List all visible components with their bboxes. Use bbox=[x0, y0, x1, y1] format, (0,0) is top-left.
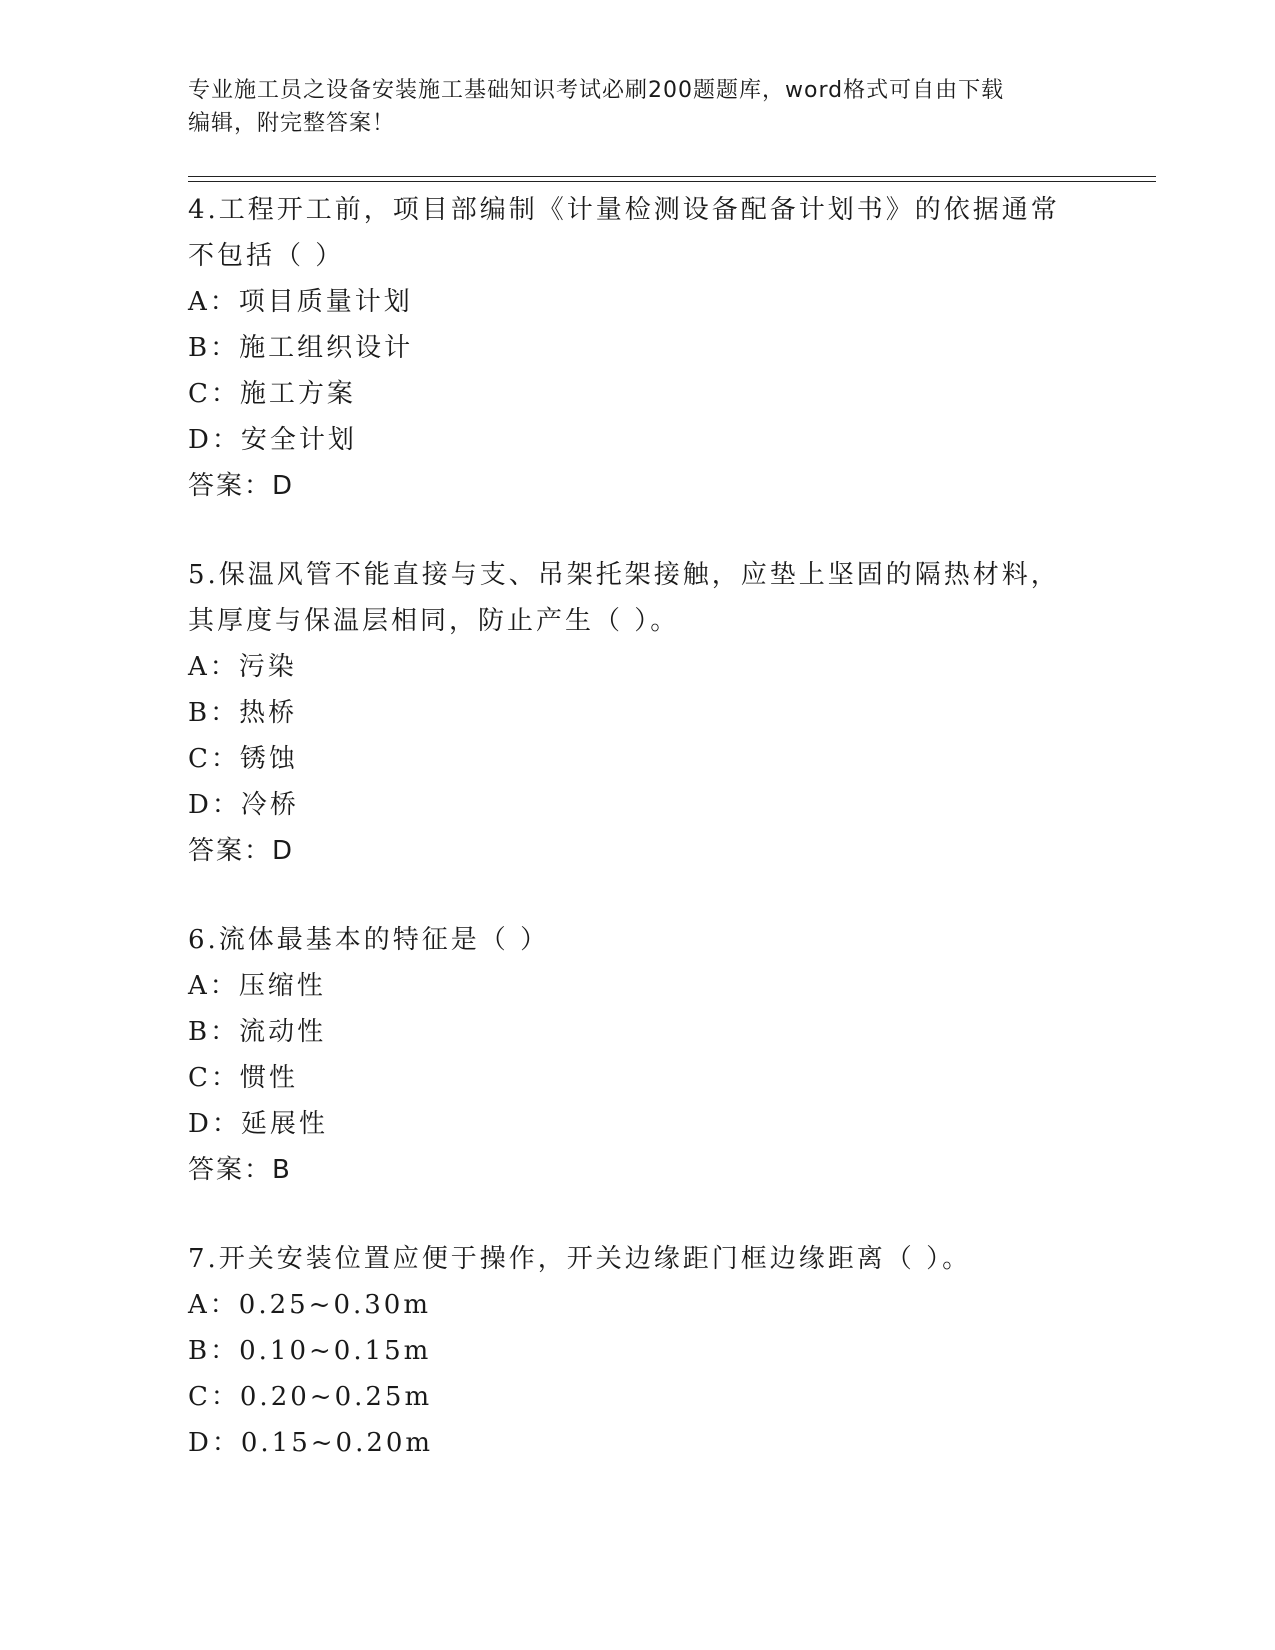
answer: 答案：B bbox=[188, 1155, 292, 1185]
option-c: C：0.20~0.25m bbox=[188, 1382, 433, 1412]
option-b: B：0.10~0.15m bbox=[188, 1336, 432, 1366]
option-c: C：锈蚀 bbox=[188, 744, 298, 774]
header-rule-bottom bbox=[188, 181, 1156, 182]
question-stem-line: 6.流体最基本的特征是（ ） bbox=[188, 925, 550, 955]
option-d: D：冷桥 bbox=[188, 790, 299, 820]
option-a: A：0.25~0.30m bbox=[188, 1290, 431, 1320]
option-b: B：热桥 bbox=[188, 698, 298, 728]
answer: 答案：D bbox=[188, 471, 295, 501]
question-stem-line: 7.开关安装位置应便于操作，开关边缘距门框边缘距离（ ）。 bbox=[188, 1244, 972, 1274]
question-stem-line: 不包括（ ） bbox=[188, 241, 345, 271]
option-b: B：流动性 bbox=[188, 1017, 327, 1047]
option-b: B：施工组织设计 bbox=[188, 333, 414, 363]
option-c: C：施工方案 bbox=[188, 379, 356, 409]
option-d: D：延展性 bbox=[188, 1109, 328, 1139]
header-line-1: 专业施工员之设备安装施工基础知识考试必刷200题题库，word格式可自由下载 bbox=[188, 78, 1005, 103]
question-stem-line: 其厚度与保温层相同，防止产生（ ）。 bbox=[188, 606, 680, 636]
header-rule-top bbox=[188, 176, 1156, 177]
option-a: A：压缩性 bbox=[188, 971, 326, 1001]
question-6 bbox=[188, 917, 1068, 1193]
option-a: A：污染 bbox=[188, 652, 297, 682]
header-line-2: 编辑，附完整答案！ bbox=[188, 111, 396, 136]
question-4 bbox=[188, 187, 1068, 509]
option-c: C：惯性 bbox=[188, 1063, 298, 1093]
option-d: D：0.15~0.20m bbox=[188, 1428, 434, 1458]
answer: 答案：D bbox=[188, 836, 295, 866]
question-stem-line: 5.保温风管不能直接与支、吊架托架接触，应垫上坚固的隔热材料， bbox=[188, 560, 1060, 590]
question-7 bbox=[188, 1236, 1068, 1466]
document-header bbox=[188, 74, 1068, 140]
option-d: D：安全计划 bbox=[188, 425, 357, 455]
option-a: A：项目质量计划 bbox=[188, 287, 413, 317]
question-stem-line: 4.工程开工前，项目部编制《计量检测设备配备计划书》的依据通常 bbox=[188, 195, 1060, 225]
question-5 bbox=[188, 552, 1068, 874]
